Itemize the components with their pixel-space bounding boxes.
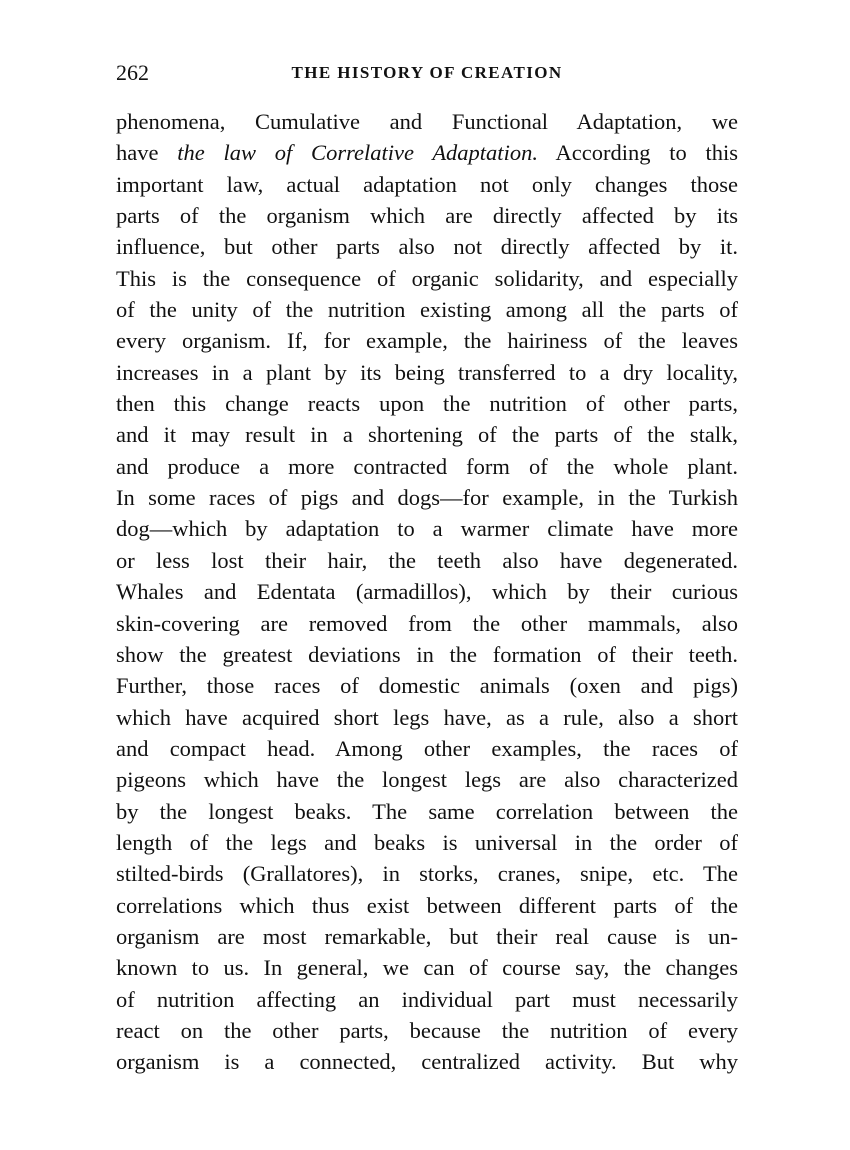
text-segment: of the unity of the nutrition existing among all the parts of — [116, 297, 738, 323]
text-line — [116, 419, 738, 450]
text-line — [116, 733, 738, 764]
text-segment: In some races of pigs and dogs—for example, in the Turkish — [116, 485, 738, 511]
text-line — [116, 513, 738, 544]
text-segment: have — [116, 140, 178, 166]
text-segment: length of the legs and beaks is universal in the order of — [116, 829, 738, 855]
text-line — [116, 921, 738, 952]
text-line — [116, 294, 738, 325]
text-line — [116, 357, 738, 388]
text-segment: According to this — [537, 140, 738, 166]
text-line — [116, 576, 738, 607]
text-line — [116, 1015, 738, 1046]
page-header — [116, 58, 738, 88]
text-line — [116, 388, 738, 419]
text-line — [116, 890, 738, 921]
running-title: THE HISTORY OF CREATION — [291, 63, 563, 82]
text-segment: This is the consequence of organic solidarity, and especially — [116, 265, 738, 291]
text-line — [116, 106, 738, 137]
text-line — [116, 451, 738, 482]
text-segment: parts of the organism which are directly affected by its — [116, 203, 738, 229]
text-line — [116, 858, 738, 889]
text-line — [116, 545, 738, 576]
text-line — [116, 231, 738, 262]
text-line — [116, 764, 738, 795]
text-segment: react on the other parts, because the nutrition of every — [116, 1017, 738, 1043]
text-segment: important law, actual adaptation not only changes those — [116, 171, 738, 197]
text-line — [116, 482, 738, 513]
text-segment: and compact head. Among other examples, the races of — [116, 735, 738, 761]
text-segment: then this change reacts upon the nutrition of other parts, — [116, 391, 738, 417]
text-line — [116, 639, 738, 670]
text-segment: stilted-birds (Grallatores), in storks, cranes, snipe, etc. The — [116, 861, 738, 887]
text-segment: or less lost their hair, the teeth also have degenerated. — [116, 547, 738, 573]
text-segment: dog—which by adaptation to a warmer climate have more — [116, 516, 738, 542]
text-segment: Further, those races of domestic animals (oxen and pigs) — [116, 673, 738, 699]
text-segment: show the greatest deviations in the formation of their teeth. — [116, 641, 738, 667]
text-segment: organism are most remarkable, but their real cause is un- — [116, 923, 738, 949]
text-segment: phenomena, Cumulative and Functional Adaptation, we — [116, 109, 738, 134]
text-segment: by the longest beaks. The same correlation between the — [116, 798, 738, 824]
text-segment: correlations which thus exist between different parts of the — [116, 892, 738, 918]
text-line — [116, 984, 738, 1015]
text-segment: every organism. If, for example, the hairiness of the leaves — [116, 328, 738, 354]
text-segment: organism is a connected, centralized activity. But why — [116, 1049, 738, 1075]
text-segment: pigeons which have the longest legs are also characterized — [116, 767, 738, 793]
text-line — [116, 1046, 738, 1077]
text-segment: influence, but other parts also not directly affected by it. — [116, 234, 738, 260]
text-line — [116, 608, 738, 639]
text-line — [116, 796, 738, 827]
text-line — [116, 952, 738, 983]
text-line — [116, 827, 738, 858]
text-segment: increases in a plant by its being transferred to a dry locality, — [116, 359, 738, 385]
text-segment: and produce a more contracted form of the whole plant. — [116, 453, 738, 479]
text-line — [116, 137, 738, 168]
text-segment: which have acquired short legs have, as a rule, also a short — [116, 704, 738, 730]
text-segment: Whales and Edentata (armadillos), which by their curious — [116, 579, 738, 605]
page-number: 262 — [116, 60, 149, 85]
text-segment: known to us. In general, we can of course say, the changes — [116, 955, 738, 981]
text-segment: of nutrition affecting an individual part must necessarily — [116, 986, 738, 1012]
text-line — [116, 263, 738, 294]
text-line — [116, 325, 738, 356]
text-line — [116, 169, 738, 200]
italic-text: the law of Correlative Adaptation. — [177, 140, 538, 166]
body-text — [116, 106, 738, 1078]
text-line — [116, 670, 738, 701]
text-line — [116, 702, 738, 733]
text-segment: and it may result in a shortening of the parts of the stalk, — [116, 422, 738, 448]
text-line — [116, 200, 738, 231]
text-segment: skin-covering are removed from the other mammals, also — [116, 610, 738, 636]
